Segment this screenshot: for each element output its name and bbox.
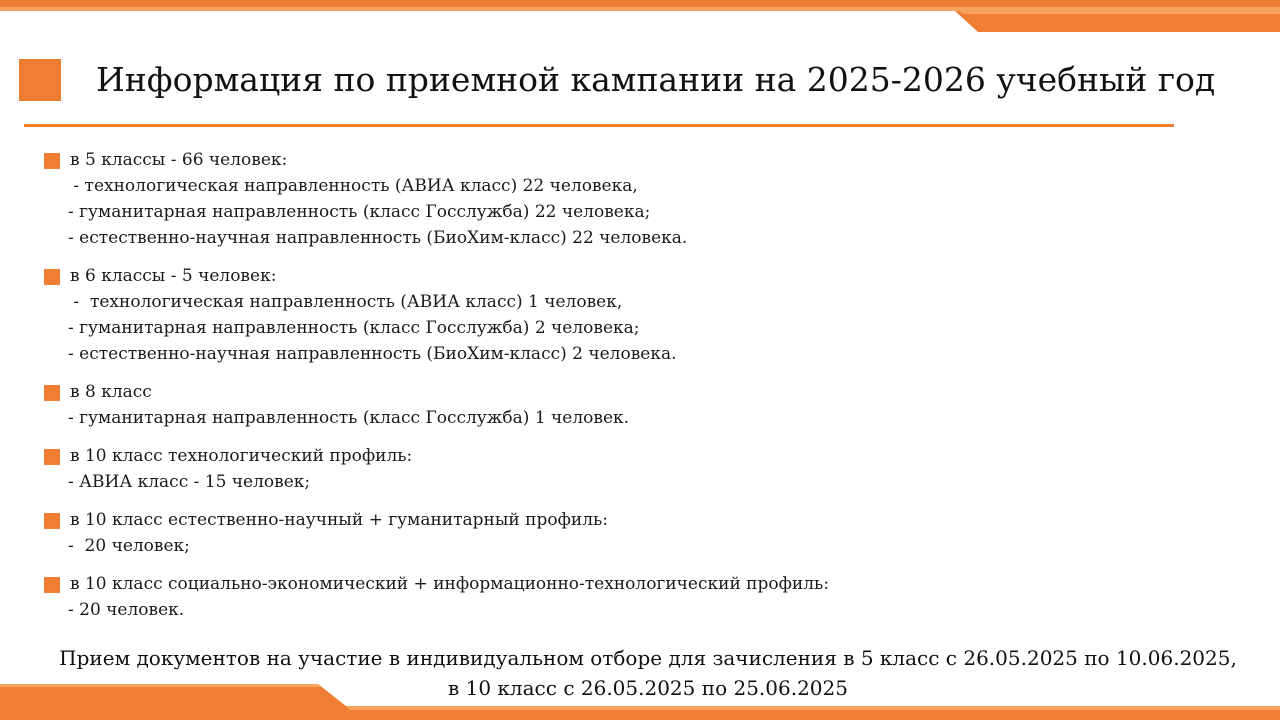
group-detail-line: - технологическая направленность (АВИА класс) 22 человека, [68,176,638,196]
page-title: Информация по приемной кампании на 2025-2026 учебный год [96,60,1216,99]
list-item [44,507,829,559]
top-decorative-band [0,0,1280,32]
group-detail-line: - 20 человек. [68,600,185,620]
group-heading: в 10 класс технологический профиль: [70,446,413,466]
list-item [44,571,829,623]
group-detail-line: - естественно-научная направленность (БиоХим-класс) 2 человека. [68,344,677,364]
bullet-square-icon [44,385,60,401]
bullet-square-icon [44,577,60,593]
group-heading: в 5 классы - 66 человек: [70,150,288,170]
group-detail-line: - гуманитарная направленность (класс Госслужба) 22 человека; [68,202,651,222]
bullet-square-icon [44,449,60,465]
group-heading: в 10 класс естественно-научный + гуманитарный профиль: [70,510,609,530]
bullet-square-icon [44,153,60,169]
bullet-square-icon [44,269,60,285]
footer-line: в 10 класс с 26.05.2025 по 25.06.2025 [448,676,848,700]
group-detail-line: - естественно-научная направленность (БиоХим-класс) 22 человека. [68,228,688,248]
group-heading: в 8 класс [70,382,152,402]
bullet-square-icon [44,513,60,529]
list-item [44,443,829,495]
footer-line: Прием документов на участие в индивидуальном отборе для зачисления в 5 класс с 26.05.2025 по 10.06.2025, [59,646,1237,670]
bottom-decorative-band [0,684,1280,720]
enrollment-list [44,147,829,635]
title-underline [24,124,1174,127]
group-detail-line: - 20 человек; [68,536,190,556]
group-detail-line: - технологическая направленность (АВИА класс) 1 человек, [68,292,623,312]
list-item [44,263,829,367]
list-item [44,379,829,431]
list-item [44,147,829,251]
group-heading: в 6 классы - 5 человек: [70,266,277,286]
group-heading: в 10 класс социально-экономический + информационно-технологический профиль: [70,574,830,594]
title-marker-square [19,59,61,101]
group-detail-line: - гуманитарная направленность (класс Госслужба) 2 человека; [68,318,640,338]
group-detail-line: - АВИА класс - 15 человек; [68,472,311,492]
group-detail-line: - гуманитарная направленность (класс Госслужба) 1 человек. [68,408,630,428]
